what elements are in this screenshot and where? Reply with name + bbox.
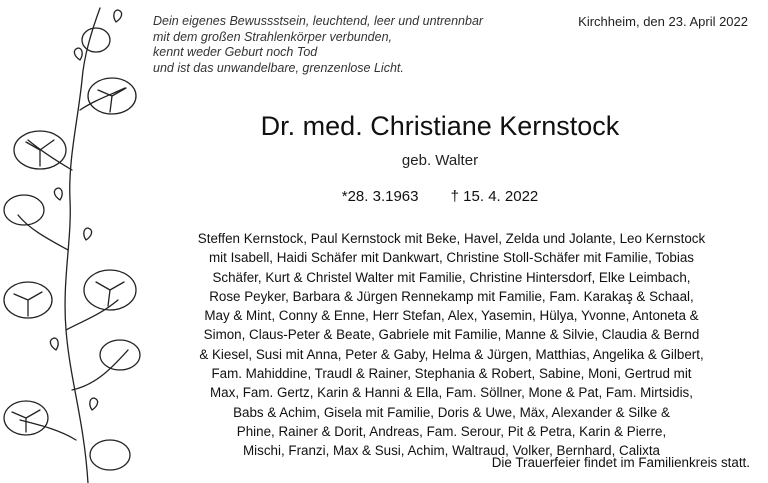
poem-line: und ist das unwandelbare, grenzenlose Licht.: [153, 60, 404, 75]
mourners-list: [150, 229, 753, 461]
life-dates: [150, 188, 730, 205]
mourners-line: May & Mint, Conny & Enne, Herr Stefan, Alex, Yasemin, Hülya, Yvonne, Antoneta &: [204, 308, 699, 324]
funeral-note: Die Trauerfeier findet im Familienkreis statt.: [491, 455, 750, 470]
mourners-line: Simon, Claus-Peter & Beate, Gabriele mit Familie, Manne & Silvie, Claudia & Bernd: [203, 327, 700, 343]
mourners-line: Fam. Mahiddine, Traudl & Rainer, Stephania & Robert, Sabine, Moni, Gertrud mit: [211, 366, 692, 382]
death-date: † 15. 4. 2022: [450, 188, 539, 205]
poem: [153, 14, 483, 76]
mourners-line: Max, Fam. Gertz, Karin & Hanni & Ella, Fam. Söllner, Mone & Pat, Fam. Mirtsidis,: [210, 385, 693, 401]
mourners-line: Schäfer, Kurt & Christel Walter mit Familie, Christine Hintersdorf, Elke Leimbach,: [212, 269, 691, 285]
mourners-line: Phine, Rainer & Dorit, Andreas, Fam. Serour, Pit & Petra, Karin & Pierre,: [236, 423, 667, 439]
mourners-line: Steffen Kernstock, Paul Kernstock mit Beke, Havel, Zelda und Jolante, Leo Kernstock: [197, 231, 706, 246]
birth-date: *28. 3.1963: [341, 188, 419, 205]
plant-illustration: [0, 0, 150, 483]
poem-line: Dein eigenes Bewussstsein, leuchtend, leer und untrennbar: [153, 14, 484, 28]
mourners-line: mit Isabell, Haidi Schäfer mit Dankwart, Christine Stoll-Schäfer mit Familie, Tobias: [209, 250, 694, 266]
poem-line: kennt weder Geburt noch Tod: [153, 45, 318, 60]
mourners-line: Mischi, Franzi, Max & Susi, Achim, Waltraud, Volker, Bernhard, Calixta: [243, 443, 660, 459]
mourners-line: Rose Peyker, Barbara & Jürgen Rennekamp mit Familie, Fam. Karakaş & Schaal,: [209, 288, 694, 304]
mourners-line: Babs & Achim, Gisela mit Familie, Doris & Uwe, Mäx, Alexander & Silke &: [233, 404, 670, 420]
mourners-line: & Kiesel, Susi mit Anna, Peter & Gaby, Helma & Jürgen, Matthias, Angelika & Gilbert,: [199, 346, 704, 362]
poem-line: mit dem großen Strahlenkörper verbunden,: [153, 29, 393, 44]
place-date: Kirchheim, den 23. April 2022: [578, 14, 748, 29]
birth-name: geb. Walter: [401, 152, 479, 169]
deceased-name: Dr. med. Christiane Kernstock: [260, 111, 620, 141]
